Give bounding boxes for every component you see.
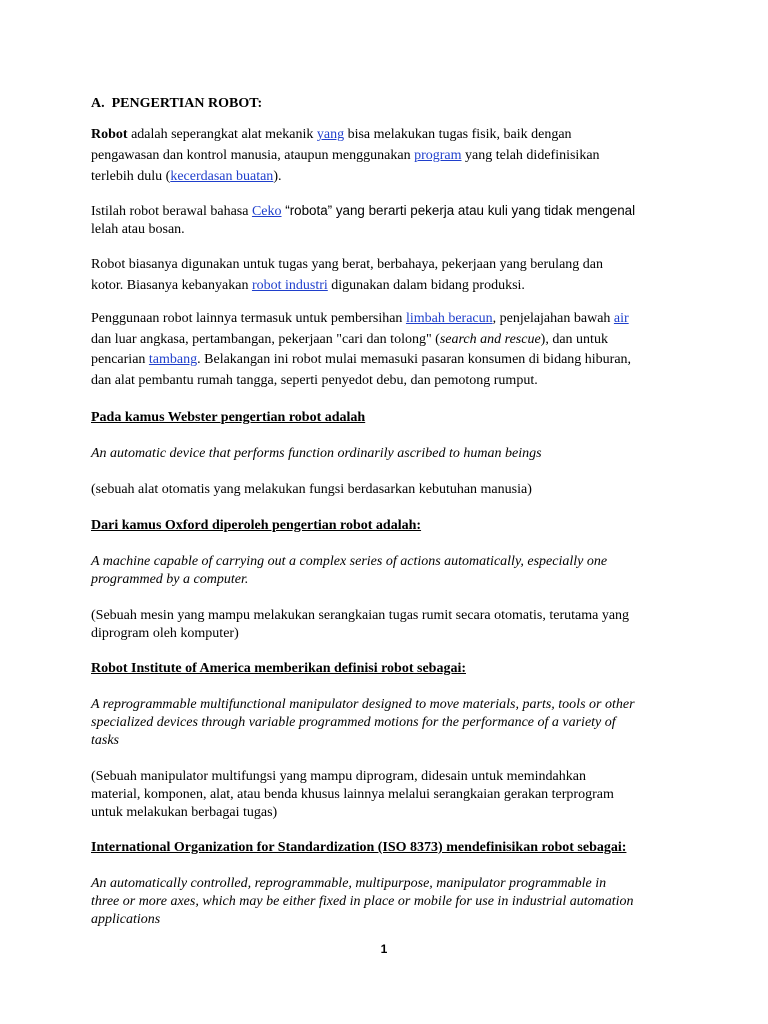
text: ). [273,169,282,184]
iso-heading: International Organization for Standardization (ISO 8373) mendefinisikan robot sebagai: [91,840,627,855]
text: Penggunaan robot lainnya termasuk untuk pembersihan [91,311,406,326]
text: dan luar angkasa, pertambangan, pekerjaan "cari dan tolong" ( [91,332,440,347]
link-air[interactable]: air [613,311,629,326]
para4-line2 [91,330,608,350]
text: terlebih dulu ( [91,169,171,184]
link-kecerdasan-buatan[interactable]: kecerdasan buatan [170,169,274,184]
iso-quote-line2: three or more axes, which may be either fixed in place or mobile for use in industrial automation [91,894,634,909]
para4-line3 [91,350,631,370]
para2-line1 [91,201,635,222]
oxford-quote-line2: programmed by a computer. [91,572,249,587]
ria-translation-line2: material, komponen, alat, atau benda khusus lainnya melalui serangkaian gerakan terprogram [91,787,614,802]
para1-line3 [91,167,281,187]
ria-quote-line3: tasks [91,733,119,748]
para3-line1: Robot biasanya digunakan untuk tugas yang berat, berbahaya, pekerjaan yang berulang dan [91,257,603,272]
ria-heading: Robot Institute of America memberikan definisi robot sebagai: [91,661,466,676]
iso-quote-line1: An automatically controlled, reprogrammable, multipurpose, manipulator programmable in [91,876,607,891]
iso-quote-line3: applications [91,912,161,927]
ria-quote-line1: A reprogrammable multifunctional manipulator designed to move materials, parts, tools or other [91,697,635,712]
text: pencarian [91,352,149,367]
para2-line2: lelah atau bosan. [91,222,185,237]
oxford-translation-line2: diprogram oleh komputer) [91,626,239,641]
text: Istilah robot berawal bahasa [91,204,252,219]
text: , penjelajahan bawah [492,311,614,326]
section-heading [91,94,262,114]
text: yang telah didefinisikan [461,148,600,163]
oxford-heading: Dari kamus Oxford diperoleh pengertian robot adalah: [91,518,422,533]
term-robot: Robot [91,127,128,142]
oxford-translation-line1: (Sebuah mesin yang mampu melakukan serangkaian tugas rumit secara otomatis, terutama yang [91,608,630,623]
para3-line2 [91,276,525,296]
text: digunakan dalam bidang produksi. [327,278,525,293]
text: ), dan untuk [540,332,608,347]
text: pengawasan dan kontrol manusia, ataupun menggunakan [91,148,415,163]
link-robot-industri[interactable]: robot industri [251,278,328,293]
section-marker: A. [91,96,105,111]
text: bisa melakukan tugas fisik, baik dengan [344,127,572,142]
ria-translation-line1: (Sebuah manipulator multifungsi yang mampu diprogram, didesain untuk memindahkan [91,769,586,784]
link-program[interactable]: program [414,148,462,163]
para4-line4: dan alat pembantu rumah tangga, seperti penyedot debu, dan pemotong rumput. [91,373,538,388]
text: adalah seperangkat alat mekanik [127,127,317,142]
ria-translation-line3: untuk melakukan berbagai tugas) [91,805,278,820]
oxford-quote-line1: A machine capable of carrying out a complex series of actions automatically, especially one [91,554,608,569]
webster-quote: An automatic device that performs function ordinarily ascribed to human beings [91,446,542,461]
text: . Belakangan ini robot mulai memasuki pasaran konsumen di bidang hiburan, [197,352,632,367]
link-limbah-beracun[interactable]: limbah beracun [405,311,493,326]
text: kotor. Biasanya kebanyakan [91,278,252,293]
section-title: PENGERTIAN ROBOT: [111,96,263,111]
text: “robota” yang berarti pekerja atau kuli yang tidak mengenal [281,203,636,218]
para4-line1 [91,309,629,329]
link-ceko[interactable]: Ceko [251,204,282,219]
page-number: 1 [380,942,388,956]
ria-quote-line2: specialized devices through variable programmed motions for the performance of a variety of [91,715,616,730]
link-tambang[interactable]: tambang [148,352,198,367]
para1-line2 [91,146,600,166]
webster-heading: Pada kamus Webster pengertian robot adalah [91,410,366,425]
para1-line1 [91,125,572,145]
webster-translation: (sebuah alat otomatis yang melakukan fungsi berdasarkan kebutuhan manusia) [91,482,532,497]
text: search and rescue [439,332,541,347]
link-yang[interactable]: yang [316,127,345,142]
